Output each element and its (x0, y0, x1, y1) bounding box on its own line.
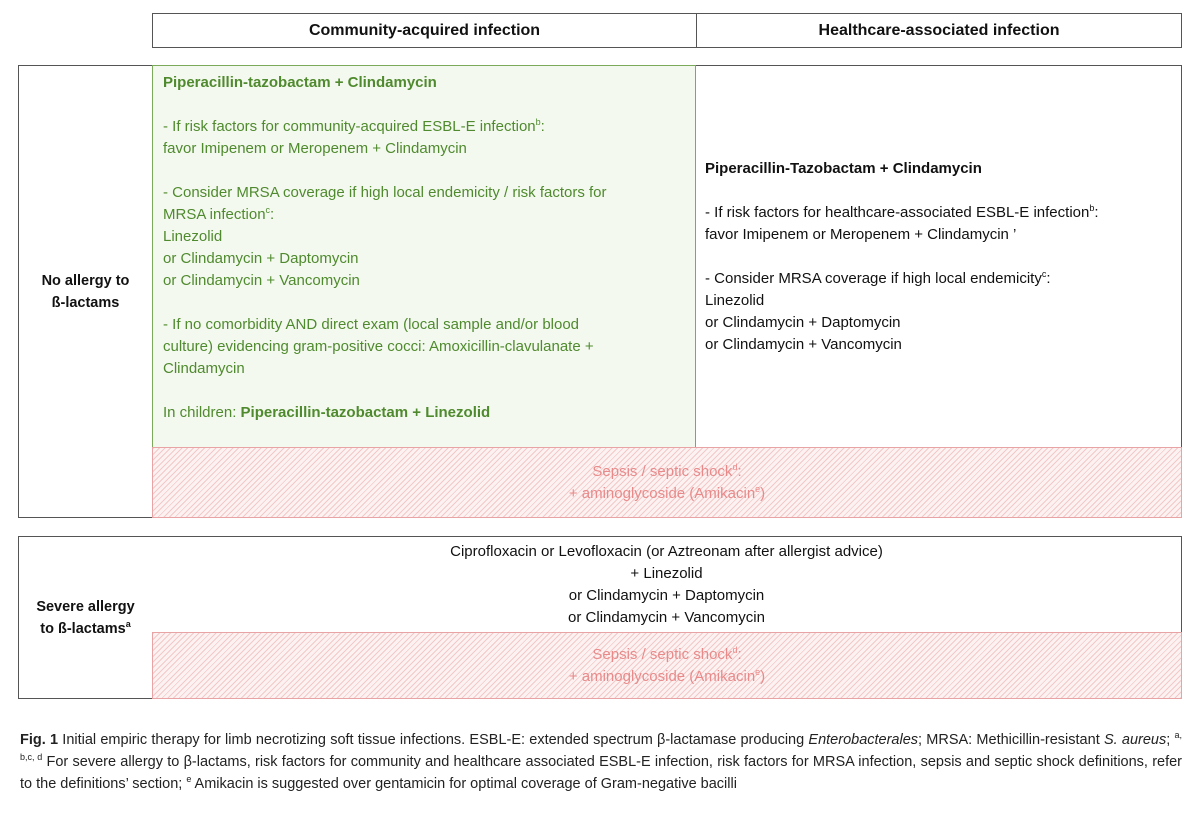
row-label-line: to ß-lactams$^a$ (40, 618, 131, 637)
healthcare-mrsa-option: or Clindamycin + Vancomycin (705, 336, 902, 353)
regimen-line: or Clindamycin + Daptomycin (568, 586, 765, 604)
healthcare-mrsa-option: Linezolid (705, 292, 765, 309)
row-label-no-allergy (18, 65, 153, 518)
sepsis-box-no-allergy (152, 447, 1182, 518)
sepsis-box-severe-allergy (152, 632, 1182, 699)
figure-label: Fig. 1 (20, 732, 59, 748)
community-mrsa-option: or Clindamycin + Vancomycin (163, 272, 360, 289)
sepsis-line: Sepsis / septic shock$^d$: (592, 461, 742, 480)
column-header-row (152, 13, 1182, 48)
healthcare-no-allergy-cell (695, 65, 1182, 448)
healthcare-main-regimen: Piperacillin-Tazobactam + Clindamycin (705, 160, 982, 177)
row-label-line: No allergy to (41, 272, 130, 289)
healthcare-mrsa-condition: - Consider MRSA coverage if high local endemicity$^c$: (705, 269, 1051, 287)
community-esbl-regimen: favor Imipenem or Meropenem + Clindamycin (163, 140, 467, 157)
community-mrsa-option: Linezolid (163, 228, 223, 245)
community-gram-regimen: Clindamycin (163, 360, 245, 377)
row-label-line: ß-lactams (51, 294, 120, 311)
community-no-allergy-cell (152, 65, 696, 448)
healthcare-esbl-regimen: favor Imipenem or Meropenem + Clindamycin ’ (705, 226, 1017, 243)
sepsis-line: + aminoglycoside (Amikacin$^e$) (568, 666, 766, 685)
column-header-healthcare: Healthcare-associated infection (818, 21, 1060, 39)
figure-caption: Fig. 1 Initial empiric therapy for limb necrotizing soft tissue infections. ESBL-E: extended spectrum β-lactamase producing Enterobacterales; MRSA: Methicillin-resistant S. aureus; $^{a, b,c, d}$ For severe allergy to β-lactams, risk factors for community and healthcare associated ESBL-E infection, risk factors for MRSA infection, sepsis and septic shock definitions, refer to the definitions’ section; $^e$ Amikacin is suggested over gentamicin for optimal coverage of Gram-negative bacilli (20, 730, 1183, 792)
community-children-regimen: In children: Piperacillin-tazobactam + Linezolid (163, 404, 491, 421)
healthcare-mrsa-option: or Clindamycin + Daptomycin (705, 314, 901, 331)
sepsis-line: + aminoglycoside (Amikacin$^e$) (568, 483, 766, 502)
community-main-regimen: Piperacillin-tazobactam + Clindamycin (163, 74, 437, 91)
column-header-community: Community-acquired infection (153, 14, 697, 47)
community-gram-condition: - If no comorbidity AND direct exam (local sample and/or blood (163, 316, 580, 333)
regimen-line: or Clindamycin + Vancomycin (568, 608, 765, 626)
community-mrsa-condition: - Consider MRSA coverage if high local endemicity / risk factors for (163, 184, 607, 201)
community-mrsa-option: or Clindamycin + Daptomycin (163, 250, 359, 267)
row-label-severe-allergy (18, 536, 153, 699)
community-esbl-condition: - If risk factors for community-acquired ESBL-E infection$^b$: (163, 117, 545, 135)
row-label-line: Severe allergy (36, 598, 135, 615)
healthcare-esbl-condition: - If risk factors for healthcare-associated ESBL-E infection$^b$: (705, 203, 1099, 221)
community-mrsa-condition-cont: MRSA infection$^c$: (163, 205, 275, 223)
sepsis-line: Sepsis / septic shock$^d$: (592, 644, 742, 663)
severe-allergy-regimen-cell (152, 536, 1182, 632)
regimen-line: + Linezolid (630, 564, 703, 582)
regimen-line: Ciprofloxacin or Levofloxacin (or Aztreonam after allergist advice) (450, 542, 883, 560)
community-gram-condition-cont: culture) evidencing gram-positive cocci: Amoxicillin-clavulanate + (163, 338, 594, 355)
